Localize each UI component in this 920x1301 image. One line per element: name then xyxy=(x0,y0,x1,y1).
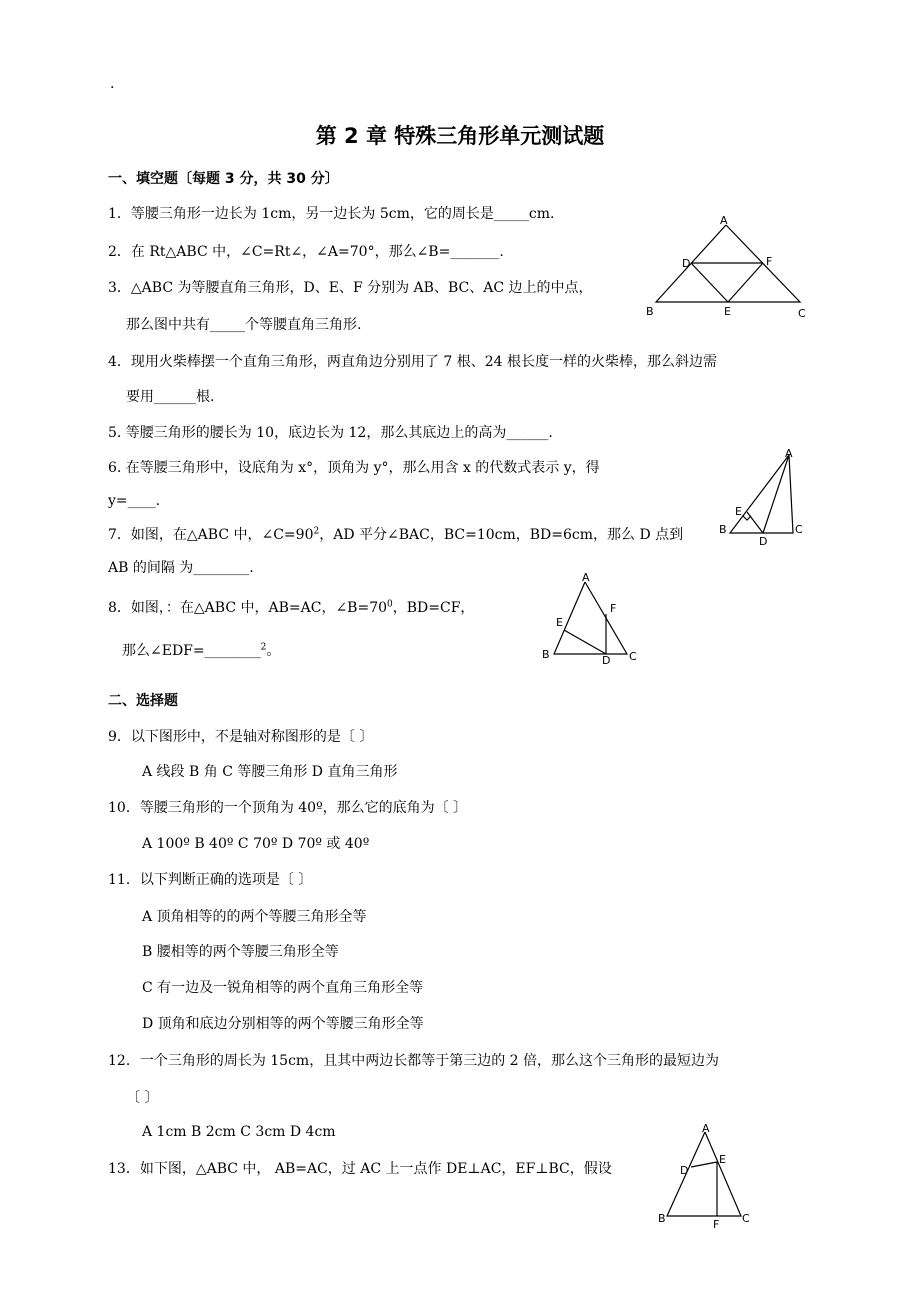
question-6-line-1: 6. 在等腰三角形中，设底角为 x°，顶角为 y°，那么用含 x 的代数式表示 y，得 xyxy=(108,460,600,476)
question-3-line-2: 那么图中共有_____个等腰直角三角形. xyxy=(126,317,362,333)
fig4-label-c: C xyxy=(742,1212,750,1225)
figure-1-triangle xyxy=(640,215,815,325)
fig2-outer-triangle xyxy=(730,455,793,533)
fig4-line-de xyxy=(691,1162,717,1167)
question-9-options: A 线段 B 角 C 等腰三角形 D 直角三角形 xyxy=(142,764,398,780)
fig4-label-f: F xyxy=(713,1218,720,1231)
fig2-label-e: E xyxy=(735,505,742,518)
fig2-label-c: C xyxy=(795,523,803,536)
question-7-line-1 xyxy=(108,524,683,544)
fig3-label-a: A xyxy=(582,571,590,584)
fig1-line-fe xyxy=(728,263,763,302)
question-11-option-b: B 腰相等的两个等腰三角形全等 xyxy=(142,944,339,960)
question-1: 1．等腰三角形一边长为 1cm，另一边长为 5cm，它的周长是_____cm. xyxy=(108,206,555,222)
question-3-line-1: 3．△ABC 为等腰直角三角形，D、E、F 分别为 AB、BC、AC 边上的中点， xyxy=(108,280,593,296)
question-12-options: A 1cm B 2cm C 3cm D 4cm xyxy=(142,1124,336,1140)
question-7-text-a: 7．如图，在△ABC 中，∠C=90 xyxy=(108,527,314,543)
question-4-line-1: 4．现用火柴棒摆一个直角三角形，两直角边分别用了 7 根、24 根长度一样的火柴棒，那么斜边需 xyxy=(108,354,717,370)
question-8-superscript: 0 xyxy=(387,599,393,610)
question-11-option-a: A 顶角相等的的两个等腰三角形全等 xyxy=(142,909,367,925)
fig4-label-e: E xyxy=(719,1153,726,1166)
header-mark: . xyxy=(110,76,115,92)
question-6-line-2: y=____. xyxy=(108,493,161,509)
section-fill-blank-heading: 一、填空题〔每题 3 分，共 30 分〕 xyxy=(108,171,339,187)
fig1-line-de xyxy=(691,263,728,302)
fig4-label-a: A xyxy=(702,1122,710,1135)
question-10-options: A 100º B 40º C 70º D 70º 或 40º xyxy=(142,836,370,852)
page-title: 第 2 章 特殊三角形单元测试题 xyxy=(315,124,605,148)
fig2-line-ad xyxy=(763,455,789,533)
fig3-label-c: C xyxy=(629,650,637,663)
question-9: 9．以下图形中，不是轴对称图形的是〔 〕 xyxy=(108,729,374,745)
question-8-line-2 xyxy=(122,640,280,660)
fig1-label-b: B xyxy=(646,305,654,318)
fig4-outer-triangle xyxy=(667,1132,741,1216)
fig4-label-b: B xyxy=(658,1212,666,1225)
fig1-label-a: A xyxy=(720,214,728,227)
question-10: 10．等腰三角形的一个顶角为 40º，那么它的底角为〔 〕 xyxy=(108,800,468,816)
fig2-label-d: D xyxy=(759,535,768,548)
question-7-line-2: AB 的间隔 为________. xyxy=(108,560,254,576)
question-11-option-d: D 顶角和底边分别相等的两个等腰三角形全等 xyxy=(142,1016,424,1032)
fig3-line-ed xyxy=(564,630,606,654)
question-12-line-2: 〔 〕 xyxy=(126,1090,159,1106)
figure-4-isosceles-triangle xyxy=(655,1122,760,1232)
fig3-outer-triangle xyxy=(554,582,627,654)
question-7-text-b: ，AD 平分∠BAC，BC=10cm，BD=6cm，那么 D 点到 xyxy=(319,527,684,543)
question-8-blank-superscript: 2 xyxy=(260,642,267,653)
question-11-option-c: C 有一边及一锐角相等的两个直角三角形全等 xyxy=(142,980,424,996)
figure-2-right-triangle xyxy=(715,445,815,550)
section-choice-heading: 二、选择题 xyxy=(108,693,178,709)
question-12-line-1: 12．一个三角形的周长为 15cm，且其中两边长都等于第三边的 2 倍，那么这个三角形的最短边为 xyxy=(108,1053,720,1069)
fig2-right-angle-mark xyxy=(743,516,751,520)
question-7-superscript: 2 xyxy=(313,526,320,537)
fig1-label-f: F xyxy=(766,255,773,268)
fig1-label-e: E xyxy=(724,305,731,318)
fig4-label-d: D xyxy=(680,1164,689,1177)
fig2-label-b: B xyxy=(719,523,727,536)
fig3-label-d: D xyxy=(602,654,611,667)
question-13: 13．如下图，△ABC 中， AB=AC，过 AC 上一点作 DE⊥AC，EF⊥BC，假设 xyxy=(108,1161,612,1177)
question-8-end: 。 xyxy=(266,643,281,659)
figure-3-isosceles-triangle xyxy=(540,572,645,672)
fig1-label-c: C xyxy=(798,307,806,320)
question-4-line-2: 要用______根. xyxy=(126,389,215,405)
question-8-blank: 那么∠EDF=________ xyxy=(122,643,261,659)
fig2-line-ed xyxy=(747,512,763,533)
question-8-text-a: 8．如图，：在△ABC 中，AB=AC，∠B=70 xyxy=(108,600,388,616)
fig2-label-a: A xyxy=(785,447,793,460)
question-2: 2．在 Rt△ABC 中，∠C=Rt∠，∠A=70°，那么∠B=_______. xyxy=(108,244,504,260)
fig1-label-d: D xyxy=(682,257,691,270)
question-8-line-1 xyxy=(108,597,474,617)
question-11: 11．以下判断正确的选项是〔 〕 xyxy=(108,872,313,888)
question-8-text-b: ，BD=CF， xyxy=(392,600,475,616)
fig3-label-f: F xyxy=(610,602,617,615)
fig3-label-e: E xyxy=(556,616,563,629)
question-5: 5. 等腰三角形的腰长为 10，底边长为 12，那么其底边上的高为______. xyxy=(108,425,553,441)
fig3-label-b: B xyxy=(542,648,550,661)
